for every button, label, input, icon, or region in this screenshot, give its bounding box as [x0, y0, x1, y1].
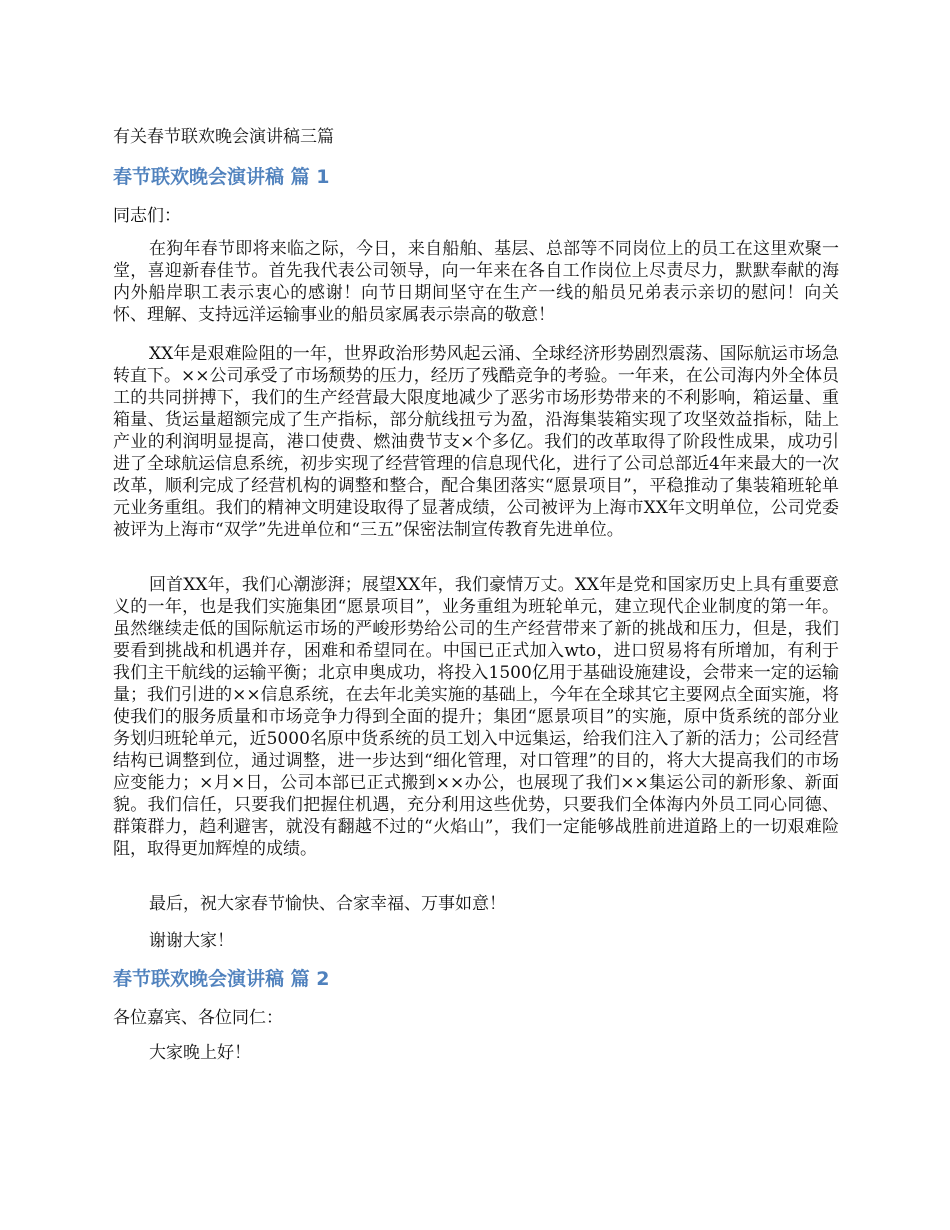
section-2-heading: 春节联欢晚会演讲稿 篇 2: [113, 968, 330, 990]
section-1-paragraph-1: 在狗年春节即将来临之际，今日，来自船舶、基层、总部等不同岗位上的员工在这里欢聚一堂，喜迎新春佳节。首先我代表公司领导，向一年来在各自工作岗位上尽责尽力，默默奉献的海内外船岸职工表示衷心的感谢！向节日期间坚守在生产一线的船员兄弟表示亲切的慰问！向关怀、理解、支持远洋运输事业的船员家属表示崇高的敬意！: [113, 239, 839, 325]
section-1-salutation: 同志们：: [113, 206, 181, 226]
section-1-heading: 春节联欢晚会演讲稿 篇 1: [113, 166, 330, 188]
section-1-closing-wishes: 最后，祝大家春节愉快、合家幸福、万事如意！: [149, 894, 506, 914]
section-2-greeting: 大家晚上好！: [149, 1043, 251, 1063]
section-1-thanks: 谢谢大家！: [149, 931, 234, 951]
section-1-paragraph-2: XX年是艰难险阻的一年，世界政治形势风起云涌、全球经济形势剧烈震荡、国际航运市场急转直下。××公司承受了市场颓势的压力，经历了残酷竞争的考验。一年来，在公司海内外全体员工的共同拼搏下，我们的生产经营最大限度地减少了恶劣市场形势带来的不利影响，箱运量、重箱量、货运量超额完成了生产指标，部分航线扭亏为盈，沿海集装箱实现了攻坚效益指标，陆上产业的利润明显提高，港口使费、燃油费节支×个多亿。我们的改革取得了阶段性成果，成功引进了全球航运信息系统，初步实现了经营管理的信息现代化，进行了公司总部近4年来最大的一次改革，顺利完成了经营机构的调整和整合，配合集团落实“愿景项目”，平稳推动了集装箱班轮单元业务重组。我们的精神文明建设取得了显著成绩，公司被评为上海市XX年文明单位，公司党委被评为上海市“双学”先进单位和“三五”保密法制宣传教育先进单位。: [113, 344, 839, 540]
document-title: 有关春节联欢晚会演讲稿三篇: [113, 127, 334, 147]
section-1-paragraph-3: 回首XX年，我们心潮澎湃；展望XX年，我们豪情万丈。XX年是党和国家历史上具有重要意义的一年，也是我们实施集团“愿景项目”，业务重组为班轮单元，建立现代企业制度的第一年。虽然继续走低的国际航运市场的严峻形势给公司的生产经营带来了新的挑战和压力，但是，我们要看到挑战和机遇并存，困难和希望同在。中国已正式加入wto，进口贸易将有所增加，有利于我们主干航线的运输平衡；北京申奥成功，将投入1500亿用于基础设施建设，会带来一定的运输量；我们引进的××信息系统，在去年北美实施的基础上，今年在全球其它主要网点全面实施，将使我们的服务质量和市场竞争力得到全面的提升；集团“愿景项目”的实施，原中货系统的部分业务划归班轮单元，近5000名原中货系统的员工划入中远集运，给我们注入了新的活力；公司经营结构已调整到位，通过调整，进一步达到“细化管理，对口管理”的目的，将大大提高我们的市场应变能力；×月×日，公司本部已正式搬到××办公，也展现了我们××集运公司的新形象、新面貌。我们信任，只要我们把握住机遇，充分利用这些优势，只要我们全体海内外员工同心同德、群策群力，趋利避害，就没有翻越不过的“火焰山”，我们一定能够战胜前进道路上的一切艰难险阻，取得更加辉煌的成绩。: [113, 575, 839, 859]
section-2-salutation: 各位嘉宾、各位同仁：: [113, 1008, 283, 1028]
